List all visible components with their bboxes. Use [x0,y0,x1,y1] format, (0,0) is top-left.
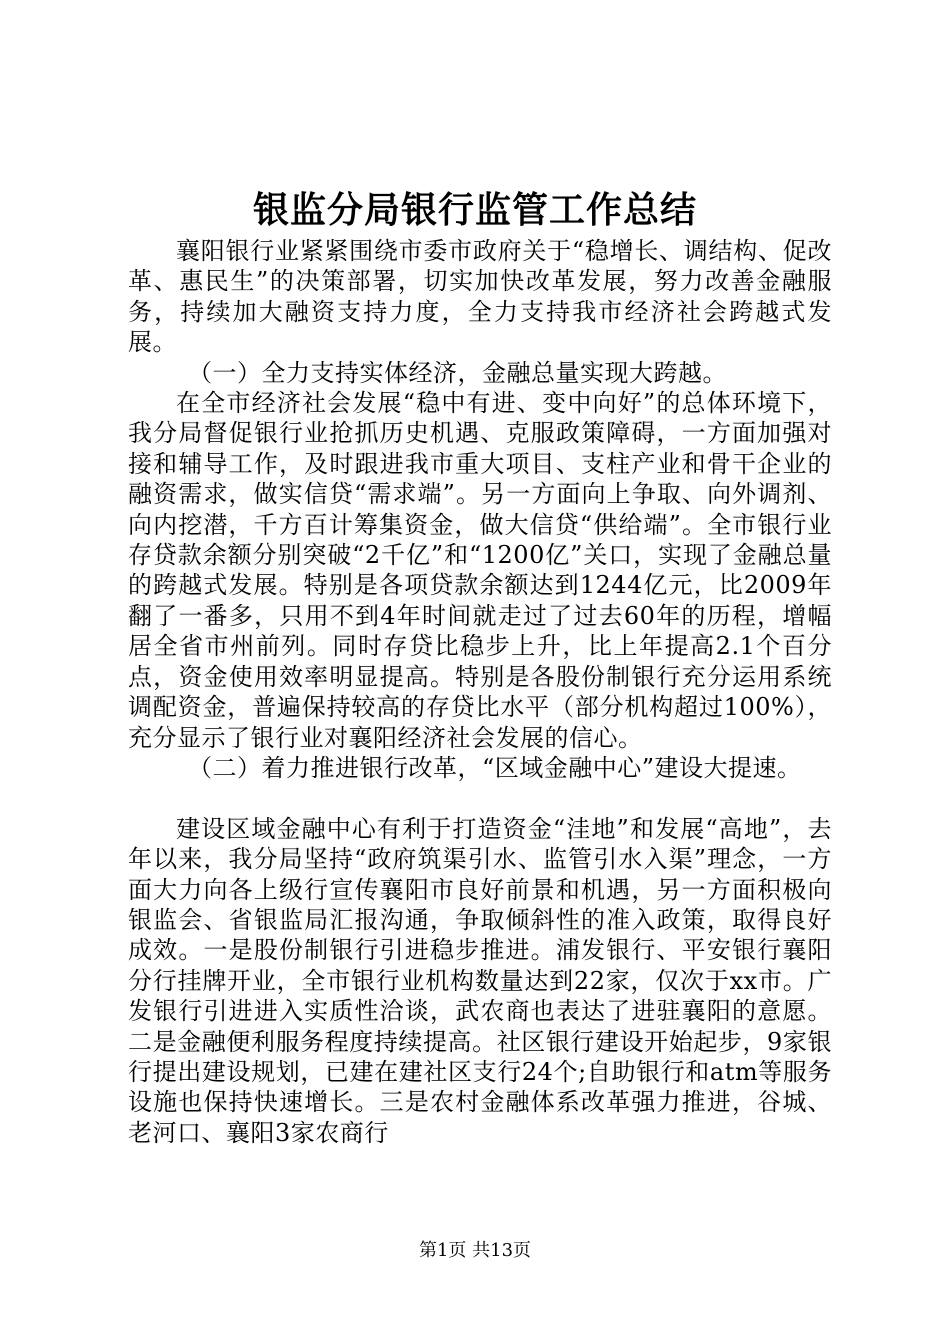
paragraph-intro: 襄阳银行业紧紧围绕市委市政府关于“稳增长、调结构、促改革、惠民生”的决策部署，切实加快改革发展，努力改善金融服务，持续加大融资支持力度，全力支持我市经济社会跨越式发展。 [128,237,832,357]
document-title: 银监分局银行监管工作总结 [252,189,697,231]
section-heading-2: （二）着力推进银行改革，“区域金融中心”建设大提速。 [188,753,802,782]
paragraph-spacer [128,783,832,813]
document-body [128,236,832,1148]
section-heading-1: （一）全力支持实体经济，金融总量实现大跨越。 [188,358,727,387]
paragraph-section-2: 建设区域金融中心有利于打造资金“洼地”和发展“高地”，去年以来，我分局坚持“政府筑渠引水、监管引水入渠”理念，一方面大力向各上级行宣传襄阳市良好前景和机遇，另一方面积极向银监会、省银监局汇报沟通，争取倾斜性的准入政策，取得良好成效。一是股份制银行引进稳步推进。浦发银行、平安银行襄阳分行挂牌开业，全市银行业机构数量达到22家，仅次于xx市。广发银行引进进入实质性洽谈，武农商也表达了进驻襄阳的意愿。二是金融便利服务程度持续提高。社区银行建设开始起步，9家银行提出建设规划，已建在建社区支行24个;自助银行和atm等服务设施也保持快速增长。三是农村金融体系改革强力推进，谷城、老河口、襄阳3家农商行 [128,814,832,1147]
page-footer: 第1页 共13页 [418,1240,532,1261]
paragraph-section-1: 在全市经济社会发展“稳中有进、变中向好”的总体环境下，我分局督促银行业抢抓历史机遇、克服政策障碍，一方面加强对接和辅导工作，及时跟进我市重大项目、支柱产业和骨干企业的融资需求，做实信贷“需求端”。另一方面向上争取、向外调剂、向内挖潜，千方百计筹集资金，做大信贷“供给端”。全市银行业存贷款余额分别突破“2千亿”和“1200亿”关口，实现了金融总量的跨越式发展。特别是各项贷款余额达到1244亿元，比2009年翻了一番多，只用不到4年时间就走过了过去60年的历程，增幅居全省市州前列。同时存贷比稳步上升，比上年提高2.1个百分点，资金使用效率明显提高。特别是各股份制银行充分运用系统调配资金，普遍保持较高的存贷比水平（部分机构超过100%），充分显示了银行业对襄阳经济社会发展的信心。 [128,389,832,752]
